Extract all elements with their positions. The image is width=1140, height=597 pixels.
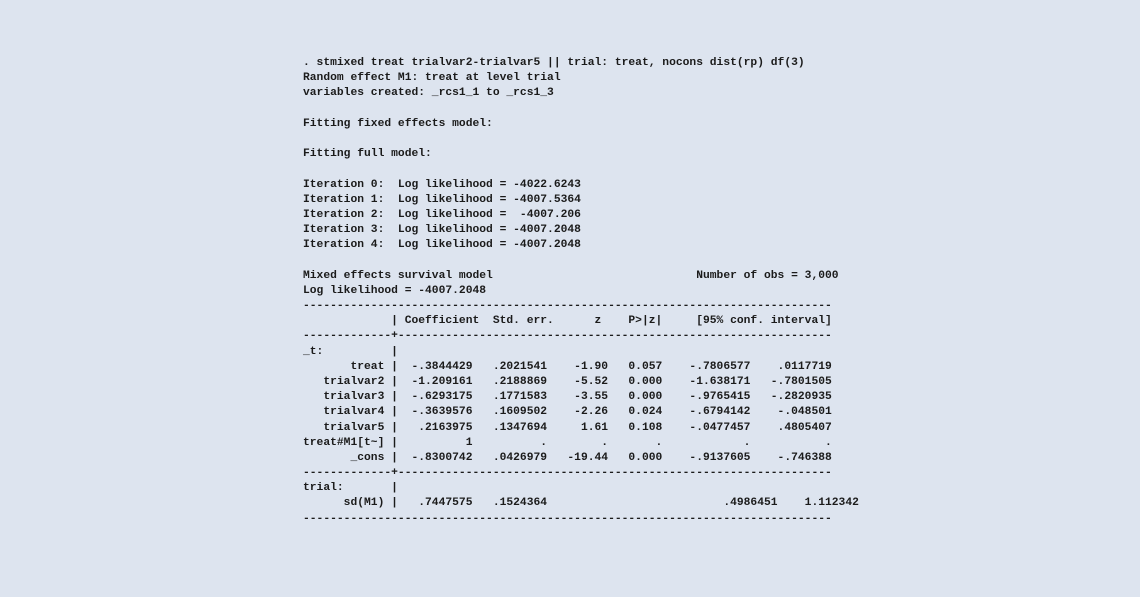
iteration-log-line: Iteration 4: Log likelihood = -4007.2048 [303,239,581,252]
output-line [303,253,859,268]
table-header: | Coefficient Std. err. z P>|z| [95% conf. interval] [303,315,832,328]
table-row: _t: | [303,345,398,358]
output-line: Fitting fixed effects model: [303,117,493,130]
output-line [303,102,859,117]
output-line: Fitting full model: [303,148,432,161]
table-row: trial: | [303,482,398,495]
table-separator: -------------+---------------------------------------------------------------- [303,467,832,480]
table-row: trialvar3 | -.6293175 .1771583 -3.55 0.000 -.9765415 -.2820935 [303,391,832,404]
table-row: trialvar2 | -1.209161 .2188869 -5.52 0.000 -1.638171 -.7801505 [303,375,832,388]
table-row: _cons | -.8300742 .0426979 -19.44 0.000 -.9137605 -.746388 [303,451,832,464]
iteration-log-line: Iteration 0: Log likelihood = -4022.6243 [303,178,581,191]
iteration-log-line: Iteration 2: Log likelihood = -4007.206 [303,208,581,221]
table-row: trialvar4 | -.3639576 .1609502 -2.26 0.024 -.6794142 -.048501 [303,406,832,419]
table-separator: -------------+---------------------------------------------------------------- [303,330,832,343]
table-row: trialvar5 | .2163975 .1347694 1.61 0.108 -.0477457 .4805407 [303,421,832,434]
table-row: treat | -.3844429 .2021541 -1.90 0.057 -.7806577 .0117719 [303,360,832,373]
stata-results-output [303,56,859,527]
output-line: variables created: _rcs1_1 to _rcs1_3 [303,87,554,100]
output-line: Mixed effects survival model Number of obs = 3,000 [303,269,839,282]
output-line [303,162,859,177]
table-separator: ------------------------------------------------------------------------------ [303,512,832,525]
iteration-log-line: Iteration 3: Log likelihood = -4007.2048 [303,224,581,237]
table-separator: ------------------------------------------------------------------------------ [303,300,832,312]
output-line [303,132,859,147]
table-row: sd(M1) | .7447575 .1524364 .4986451 1.112342 [303,497,859,510]
output-line: Random effect M1: treat at level trial [303,72,561,85]
command-line: . stmixed treat trialvar2-trialvar5 || trial: treat, nocons dist(rp) df(3) [303,57,805,69]
table-row: treat#M1[t~] | 1 . . . . . [303,436,832,449]
output-line: Log likelihood = -4007.2048 [303,284,487,297]
iteration-log-line: Iteration 1: Log likelihood = -4007.5364 [303,193,581,206]
